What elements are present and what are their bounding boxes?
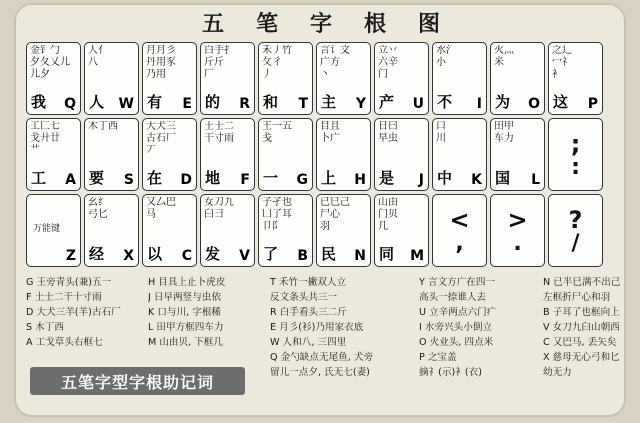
key-character: 产 bbox=[379, 93, 395, 111]
mnemonic-line: Q 金勺缺点无尾鱼, 犬旁 bbox=[270, 352, 374, 363]
key-u bbox=[374, 42, 429, 115]
key-character: 我 bbox=[31, 93, 47, 111]
key-roots: 水氵 小 bbox=[436, 45, 456, 68]
mnemonic-line: K 口与川, 字根稀 bbox=[148, 307, 222, 318]
key-letter: B bbox=[297, 248, 308, 264]
mnemonic-line: B 子耳了也框向上 bbox=[543, 307, 620, 318]
key-q bbox=[26, 42, 81, 115]
mnemonic-line: 幼无力 bbox=[543, 367, 572, 378]
key-roots: 大犬三 古石厂 丆 bbox=[146, 121, 176, 156]
mnemonic-line: Y 言文方广在四一 bbox=[419, 277, 496, 288]
key-character: 以 bbox=[147, 245, 163, 263]
key-roots: 月月彡 丹用豕 乃用 bbox=[146, 45, 176, 80]
key-character: 工 bbox=[31, 169, 47, 187]
key-roots: 女刀九 臼彐 bbox=[204, 197, 234, 220]
mnemonic-line: G 王旁青头(兼)五一 bbox=[26, 277, 112, 288]
key-letter: S bbox=[123, 172, 134, 188]
key-character: 和 bbox=[263, 93, 279, 111]
key-row-home bbox=[26, 118, 603, 191]
mnemonic-line: T 禾竹一撇双人立 bbox=[270, 277, 347, 288]
key-roots: 之辶 冖礻 衤 bbox=[552, 45, 572, 80]
key-period bbox=[490, 194, 545, 267]
mnemonic-line: O 火业头, 四点米 bbox=[419, 337, 494, 348]
key-f bbox=[200, 118, 255, 191]
title-char: 图 bbox=[418, 10, 443, 37]
key-e bbox=[142, 42, 197, 115]
mnemonic-banner: 五笔字型字根助记词 bbox=[30, 367, 245, 395]
punct-top: > bbox=[507, 205, 528, 234]
key-letter: Y bbox=[355, 96, 366, 112]
key-r bbox=[200, 42, 255, 115]
key-roots: 日曰 早虫 bbox=[378, 121, 398, 144]
key-character: 人 bbox=[89, 93, 105, 111]
key-comma bbox=[432, 194, 487, 267]
key-n bbox=[316, 194, 371, 267]
mnemonic-column-right-falling bbox=[419, 275, 539, 393]
key-letter: U bbox=[412, 96, 424, 112]
key-character: 要 bbox=[89, 169, 105, 187]
key-roots: 已巳己 尸心 羽 bbox=[320, 197, 350, 232]
mnemonic-line: C 又巴马, 丢矢矣 bbox=[543, 337, 617, 348]
key-roots: 子孑也 凵了耳 卩阝 bbox=[262, 197, 292, 232]
key-character: 国 bbox=[495, 169, 511, 187]
key-character: 不 bbox=[437, 93, 453, 111]
key-letter: N bbox=[354, 248, 366, 264]
mnemonic-line: 留儿一点夕, 氏无七(妻) bbox=[270, 367, 370, 378]
key-character: 发 bbox=[205, 245, 221, 263]
key-letter: Z bbox=[65, 248, 76, 264]
key-roots: 工匚七 戈廾廿 艹 bbox=[30, 121, 60, 156]
key-roots: 人亻 八 bbox=[88, 45, 108, 68]
key-character: 的 bbox=[205, 93, 221, 111]
key-roots: 立丷 六辛 门 bbox=[378, 45, 398, 80]
key-letter: D bbox=[180, 172, 192, 188]
key-h bbox=[316, 118, 371, 191]
mnemonic-line: E 月彡(衫)乃用家衣底 bbox=[270, 322, 364, 333]
key-letter: O bbox=[528, 96, 540, 112]
key-letter: X bbox=[123, 248, 134, 264]
key-character: 为 bbox=[495, 93, 511, 111]
key-k bbox=[432, 118, 487, 191]
key-letter: P bbox=[587, 96, 598, 112]
mnemonic-line: M 山由贝, 下框几 bbox=[148, 337, 223, 348]
wanneng-label: 万能键 bbox=[33, 224, 61, 234]
mnemonic-line: X 慈母无心弓和匕 bbox=[543, 352, 620, 363]
mnemonic-line: F 土士二干十寸雨 bbox=[26, 292, 102, 303]
key-letter: H bbox=[354, 172, 366, 188]
key-roots: 言讠文 广方 丶 bbox=[320, 45, 350, 80]
key-o bbox=[490, 42, 545, 115]
mnemonic-line: J 日早两竖与虫依 bbox=[148, 292, 222, 303]
key-a bbox=[26, 118, 81, 191]
mnemonic-line: 左框折尸心和羽 bbox=[543, 292, 611, 303]
key-roots: 金钅勹 夕夂乂儿 儿夕 bbox=[30, 45, 70, 80]
chart-title bbox=[16, 5, 628, 39]
key-v bbox=[200, 194, 255, 267]
key-character: 同 bbox=[379, 245, 395, 263]
key-letter: G bbox=[296, 172, 308, 188]
key-roots: 山由 门贝 几 bbox=[378, 197, 398, 232]
key-roots: 又厶巴 马 bbox=[146, 197, 176, 220]
mnemonic-line: R 白手看头三二斤 bbox=[270, 307, 347, 318]
punct-top: ; bbox=[570, 129, 581, 158]
key-p bbox=[548, 42, 603, 115]
key-j bbox=[374, 118, 429, 191]
key-letter: W bbox=[118, 96, 134, 112]
key-i bbox=[432, 42, 487, 115]
key-letter: R bbox=[239, 96, 250, 112]
key-character: 在 bbox=[147, 169, 163, 187]
key-z bbox=[26, 194, 81, 267]
title-char: 根 bbox=[364, 10, 389, 37]
key-character: 上 bbox=[321, 169, 337, 187]
key-letter: V bbox=[239, 248, 250, 264]
key-letter: Q bbox=[64, 96, 76, 112]
punct-top: ? bbox=[568, 205, 583, 234]
key-letter: C bbox=[181, 248, 192, 264]
key-letter: T bbox=[298, 96, 308, 112]
key-roots: 目且 卜广 bbox=[320, 121, 340, 144]
mnemonic-column-left-falling bbox=[270, 275, 415, 393]
key-b bbox=[258, 194, 313, 267]
key-roots: 火灬 米 bbox=[494, 45, 514, 68]
key-letter: I bbox=[476, 96, 482, 112]
key-roots: 禾丿竹 攵彳 丿 bbox=[262, 45, 292, 80]
mnemonic-line: H 目具上止卜虎皮 bbox=[148, 277, 226, 288]
mnemonic-line: L 田甲方框四车力 bbox=[148, 322, 224, 333]
title-char: 笔 bbox=[255, 10, 280, 37]
key-roots: 口 川 bbox=[436, 121, 446, 144]
mnemonic-line: S 木丁西 bbox=[26, 322, 64, 333]
key-g bbox=[258, 118, 313, 191]
mnemonic-line: P 之宝盖 bbox=[419, 352, 457, 363]
key-t bbox=[258, 42, 313, 115]
mnemonic-line: N 已半巳满不出己 bbox=[543, 277, 621, 288]
punct-top: < bbox=[449, 205, 470, 234]
key-roots: 白手扌 斤斤 厂 bbox=[204, 45, 234, 80]
punct-bottom: : bbox=[571, 154, 580, 180]
key-character: 中 bbox=[437, 169, 453, 187]
key-roots: 王一五 戋 bbox=[262, 121, 292, 144]
key-row-top bbox=[26, 42, 603, 115]
mnemonic-line: 高头一捺谁人去 bbox=[419, 292, 487, 303]
key-character: 这 bbox=[553, 93, 569, 111]
key-m bbox=[374, 194, 429, 267]
key-x bbox=[84, 194, 139, 267]
key-slash bbox=[548, 194, 603, 267]
key-character: 主 bbox=[321, 93, 337, 111]
mnemonic-line: D 大犬三羊(羊)古石厂 bbox=[26, 307, 121, 318]
key-s bbox=[84, 118, 139, 191]
key-w bbox=[84, 42, 139, 115]
key-letter: E bbox=[182, 96, 192, 112]
mnemonic-line: I 水旁兴头小倒立 bbox=[419, 322, 493, 333]
key-character: 是 bbox=[379, 169, 395, 187]
title-char: 字 bbox=[309, 10, 334, 37]
key-l bbox=[490, 118, 545, 191]
key-letter: M bbox=[410, 248, 424, 264]
key-roots: 土士二 干寸雨 bbox=[204, 121, 234, 144]
title-char: 五 bbox=[201, 10, 226, 37]
mnemonic-line: A 工戈草头右框七 bbox=[26, 337, 103, 348]
mnemonic-line: 反文条头共三一 bbox=[270, 292, 338, 303]
key-semicolon bbox=[548, 118, 603, 191]
key-y bbox=[316, 42, 371, 115]
mnemonic-line: 摘礻(示)衤(衣) bbox=[419, 367, 482, 378]
punct-bottom: / bbox=[571, 230, 580, 256]
key-letter: K bbox=[471, 172, 482, 188]
mnemonic-line: V 女刀九臼山朝西 bbox=[543, 322, 620, 333]
key-letter: A bbox=[65, 172, 76, 188]
wubi-chart bbox=[14, 3, 626, 417]
key-character: 地 bbox=[205, 169, 221, 187]
mnemonic-line: U 立辛两点六门疒 bbox=[419, 307, 497, 318]
key-c bbox=[142, 194, 197, 267]
key-character: 一 bbox=[263, 169, 279, 187]
punct-bottom: . bbox=[513, 230, 522, 256]
key-character: 有 bbox=[147, 93, 163, 111]
key-roots: 田甲 车力 bbox=[494, 121, 514, 144]
mnemonic-line: W 人和八, 三四里 bbox=[270, 337, 347, 348]
key-letter: L bbox=[531, 172, 540, 188]
key-roots: 幺纟 弓匕 bbox=[88, 197, 108, 220]
key-row-bottom bbox=[26, 194, 603, 267]
mnemonic-column-turning bbox=[543, 275, 640, 393]
key-character: 经 bbox=[89, 245, 105, 263]
key-d bbox=[142, 118, 197, 191]
key-letter: F bbox=[240, 172, 250, 188]
key-letter: J bbox=[418, 172, 424, 188]
punct-bottom: , bbox=[455, 230, 464, 256]
key-roots: 木丁西 bbox=[88, 121, 118, 132]
key-character: 了 bbox=[263, 245, 279, 263]
key-character: 民 bbox=[321, 245, 337, 263]
